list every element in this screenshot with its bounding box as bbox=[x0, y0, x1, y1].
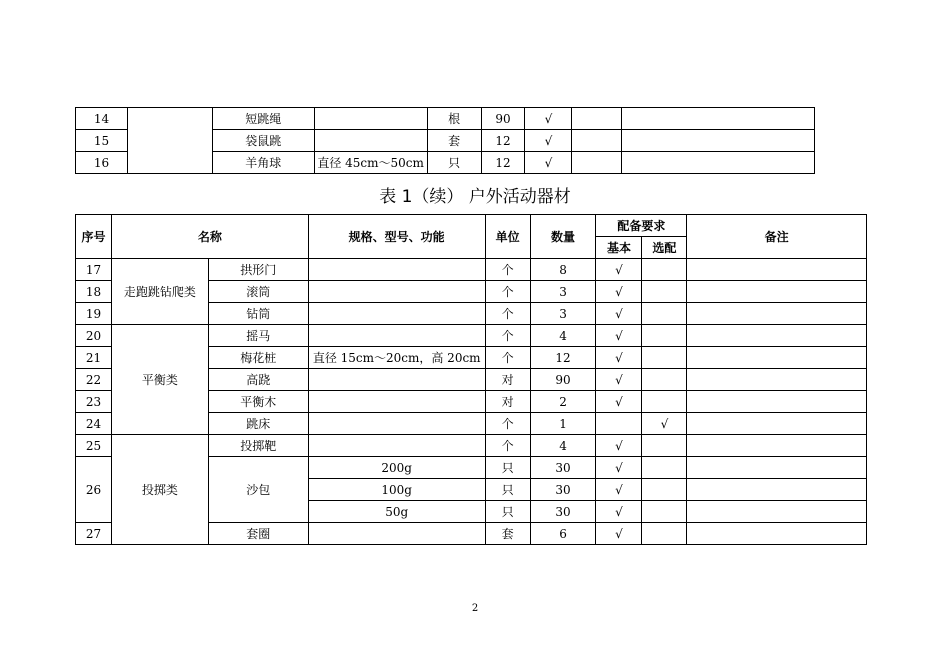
item-unit: 个 bbox=[485, 347, 530, 369]
item-optional bbox=[572, 152, 622, 174]
item-spec bbox=[314, 108, 427, 130]
item-name: 短跳绳 bbox=[212, 108, 314, 130]
item-note bbox=[622, 108, 815, 130]
item-unit: 个 bbox=[485, 413, 530, 435]
item-optional bbox=[572, 130, 622, 152]
row-number: 20 bbox=[76, 325, 112, 347]
item-name: 羊角球 bbox=[212, 152, 314, 174]
item-name: 袋鼠跳 bbox=[212, 130, 314, 152]
item-spec bbox=[308, 259, 485, 281]
item-spec: 50g bbox=[308, 501, 485, 523]
item-note bbox=[687, 303, 867, 325]
item-qty: 4 bbox=[530, 435, 596, 457]
item-spec bbox=[308, 303, 485, 325]
item-qty: 30 bbox=[530, 501, 596, 523]
row-number: 24 bbox=[76, 413, 112, 435]
header-requirement: 配备要求 bbox=[596, 215, 687, 237]
row-number: 27 bbox=[76, 523, 112, 545]
item-name: 投掷靶 bbox=[208, 435, 308, 457]
item-name: 摇马 bbox=[208, 325, 308, 347]
item-spec bbox=[308, 435, 485, 457]
item-qty: 30 bbox=[530, 479, 596, 501]
item-basic: √ bbox=[525, 152, 572, 174]
item-spec bbox=[308, 281, 485, 303]
item-name: 滚筒 bbox=[208, 281, 308, 303]
item-basic: √ bbox=[596, 501, 642, 523]
row-number: 17 bbox=[76, 259, 112, 281]
item-qty: 2 bbox=[530, 391, 596, 413]
item-optional bbox=[642, 325, 687, 347]
item-note bbox=[687, 347, 867, 369]
category-cell bbox=[127, 108, 212, 174]
item-qty: 6 bbox=[530, 523, 596, 545]
item-optional bbox=[642, 303, 687, 325]
category-crawl: 走跑跳钻爬类 bbox=[111, 259, 208, 325]
item-note bbox=[687, 501, 867, 523]
item-note bbox=[687, 391, 867, 413]
item-basic bbox=[596, 413, 642, 435]
item-basic: √ bbox=[596, 457, 642, 479]
table-row bbox=[76, 435, 867, 457]
header-qty: 数量 bbox=[530, 215, 596, 259]
item-note bbox=[687, 435, 867, 457]
item-qty: 12 bbox=[530, 347, 596, 369]
header-no: 序号 bbox=[76, 215, 112, 259]
category-balance: 平衡类 bbox=[111, 325, 208, 435]
header-note: 备注 bbox=[687, 215, 867, 259]
item-optional bbox=[572, 108, 622, 130]
item-name: 梅花桩 bbox=[208, 347, 308, 369]
item-basic: √ bbox=[596, 391, 642, 413]
row-number: 22 bbox=[76, 369, 112, 391]
previous-table-continuation bbox=[75, 107, 815, 174]
row-number: 15 bbox=[76, 130, 128, 152]
item-unit: 个 bbox=[485, 259, 530, 281]
item-qty: 8 bbox=[530, 259, 596, 281]
item-name: 套圈 bbox=[208, 523, 308, 545]
item-spec: 直径 15cm～20cm，高 20cm bbox=[308, 347, 485, 369]
item-qty: 90 bbox=[530, 369, 596, 391]
item-spec bbox=[314, 130, 427, 152]
item-basic: √ bbox=[596, 435, 642, 457]
item-note bbox=[687, 457, 867, 479]
item-note bbox=[687, 281, 867, 303]
item-unit: 套 bbox=[485, 523, 530, 545]
item-qty: 90 bbox=[481, 108, 525, 130]
item-optional bbox=[642, 435, 687, 457]
item-unit: 只 bbox=[485, 501, 530, 523]
item-spec bbox=[308, 391, 485, 413]
item-optional: √ bbox=[642, 413, 687, 435]
item-basic: √ bbox=[525, 108, 572, 130]
item-basic: √ bbox=[596, 523, 642, 545]
item-optional bbox=[642, 369, 687, 391]
item-qty: 12 bbox=[481, 130, 525, 152]
page-number: 2 bbox=[471, 603, 479, 614]
item-unit: 对 bbox=[485, 391, 530, 413]
item-name: 拱形门 bbox=[208, 259, 308, 281]
item-unit: 只 bbox=[485, 457, 530, 479]
item-qty: 12 bbox=[481, 152, 525, 174]
item-unit: 根 bbox=[427, 108, 481, 130]
item-qty: 30 bbox=[530, 457, 596, 479]
row-number: 14 bbox=[76, 108, 128, 130]
item-basic: √ bbox=[596, 281, 642, 303]
item-unit: 对 bbox=[485, 369, 530, 391]
item-note bbox=[687, 523, 867, 545]
item-basic: √ bbox=[596, 479, 642, 501]
item-note bbox=[622, 152, 815, 174]
item-unit: 只 bbox=[485, 479, 530, 501]
item-optional bbox=[642, 501, 687, 523]
table-row bbox=[76, 325, 867, 347]
item-optional bbox=[642, 391, 687, 413]
item-spec: 200g bbox=[308, 457, 485, 479]
item-spec: 100g bbox=[308, 479, 485, 501]
item-name: 沙包 bbox=[208, 457, 308, 523]
item-unit: 个 bbox=[485, 325, 530, 347]
header-spec: 规格、型号、功能 bbox=[308, 215, 485, 259]
header-name: 名称 bbox=[111, 215, 308, 259]
header-basic: 基本 bbox=[596, 237, 642, 259]
item-note bbox=[687, 479, 867, 501]
item-qty: 3 bbox=[530, 303, 596, 325]
row-number: 23 bbox=[76, 391, 112, 413]
header-row bbox=[76, 215, 867, 237]
item-note bbox=[687, 413, 867, 435]
row-number: 16 bbox=[76, 152, 128, 174]
table-row bbox=[76, 108, 815, 130]
header-optional: 选配 bbox=[642, 237, 687, 259]
item-qty: 4 bbox=[530, 325, 596, 347]
item-optional bbox=[642, 259, 687, 281]
item-optional bbox=[642, 457, 687, 479]
item-spec: 直径 45cm～50cm bbox=[314, 152, 427, 174]
table-title: 表 1（续） 户外活动器材 bbox=[379, 187, 571, 207]
item-spec bbox=[308, 523, 485, 545]
item-note bbox=[687, 259, 867, 281]
item-note bbox=[687, 325, 867, 347]
item-optional bbox=[642, 281, 687, 303]
item-unit: 个 bbox=[485, 303, 530, 325]
row-number: 18 bbox=[76, 281, 112, 303]
row-number: 26 bbox=[76, 457, 112, 523]
item-optional bbox=[642, 523, 687, 545]
item-basic: √ bbox=[596, 325, 642, 347]
item-spec bbox=[308, 369, 485, 391]
item-note bbox=[622, 130, 815, 152]
item-optional bbox=[642, 479, 687, 501]
row-number: 19 bbox=[76, 303, 112, 325]
item-basic: √ bbox=[596, 303, 642, 325]
category-throw: 投掷类 bbox=[111, 435, 208, 545]
header-unit: 单位 bbox=[485, 215, 530, 259]
item-qty: 3 bbox=[530, 281, 596, 303]
item-spec bbox=[308, 325, 485, 347]
item-basic: √ bbox=[596, 347, 642, 369]
item-note bbox=[687, 369, 867, 391]
item-name: 钻筒 bbox=[208, 303, 308, 325]
outdoor-equipment-table bbox=[75, 214, 867, 545]
item-unit: 个 bbox=[485, 281, 530, 303]
item-name: 跳床 bbox=[208, 413, 308, 435]
item-unit: 只 bbox=[427, 152, 481, 174]
row-number: 21 bbox=[76, 347, 112, 369]
item-spec bbox=[308, 413, 485, 435]
item-basic: √ bbox=[596, 369, 642, 391]
item-unit: 套 bbox=[427, 130, 481, 152]
item-qty: 1 bbox=[530, 413, 596, 435]
table-row bbox=[76, 259, 867, 281]
item-name: 平衡木 bbox=[208, 391, 308, 413]
item-optional bbox=[642, 347, 687, 369]
row-number: 25 bbox=[76, 435, 112, 457]
item-basic: √ bbox=[525, 130, 572, 152]
item-name: 高跷 bbox=[208, 369, 308, 391]
item-basic: √ bbox=[596, 259, 642, 281]
item-unit: 个 bbox=[485, 435, 530, 457]
